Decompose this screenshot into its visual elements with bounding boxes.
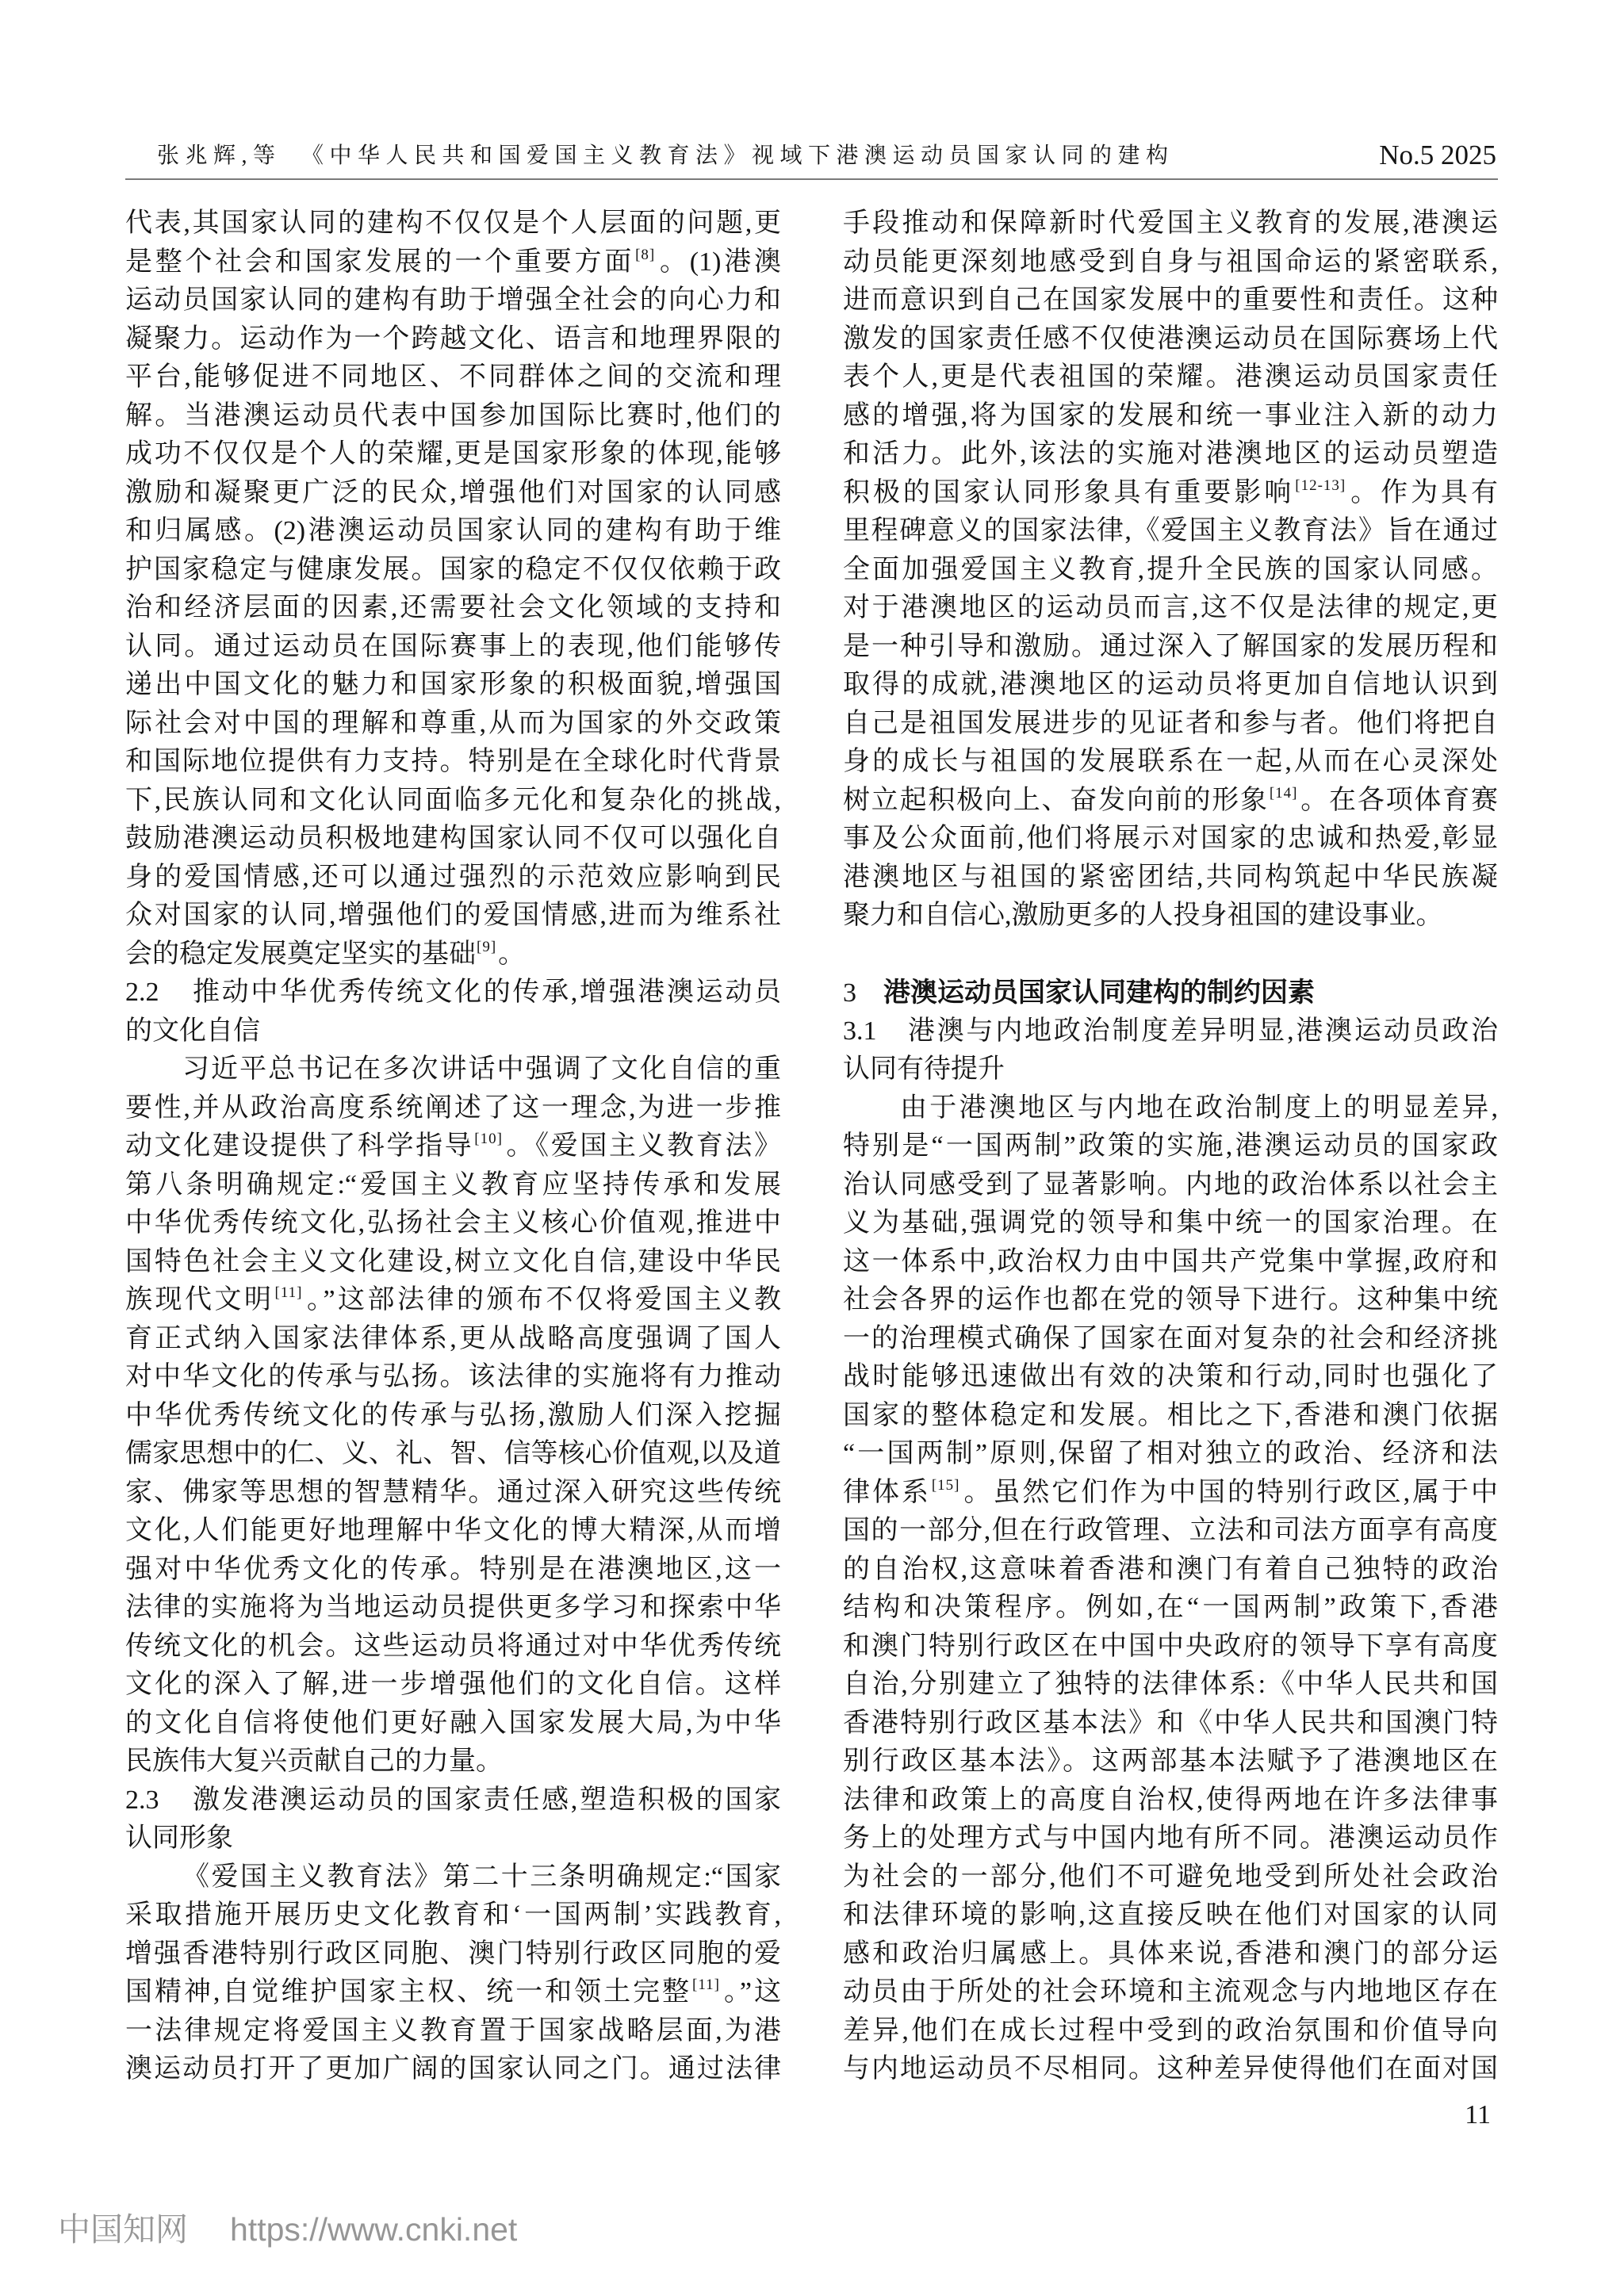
section-number: 3.1	[843, 1016, 877, 1046]
text-line: 下,民族认同和文化认同面临多元化和复杂化的挑战,	[125, 785, 781, 815]
column-right	[843, 205, 1498, 2089]
text-line: 国家的整体稳定和发展。相比之下,香港和澳门依据	[843, 1400, 1498, 1430]
text-line: 传统文化的机会。这些运动员将通过对中华优秀传统	[125, 1631, 781, 1661]
text-line: 自己是祖国发展进步的见证者和参与者。他们将把自	[843, 708, 1498, 738]
text-line: 平台,能够促进不同地区、不同群体之间的交流和理	[125, 362, 781, 392]
text-line: 港澳地区与祖国的紧密团结,共同构筑起中华民族凝	[843, 862, 1498, 892]
citation-ref: [10]	[474, 1131, 503, 1147]
citation-ref: [11]	[274, 1284, 303, 1301]
text-line: 自治,分别建立了独特的法律体系:《中华人民共和国	[843, 1670, 1498, 1699]
text-line: 儒家思想中的仁、义、礼、智、信等核心价值观,以及道	[125, 1439, 781, 1468]
section-number: 2.2	[125, 978, 159, 1007]
subsection-title: 港澳与内地政治制度差异明显,港澳运动员政治	[908, 1016, 1498, 1046]
text-line: 国精神,自觉维护国家主权、统一和领土完整[11]。”这	[125, 1976, 782, 2007]
text-line: 和归属感。(2)港澳运动员国家认同的建构有助于维	[125, 516, 781, 545]
text-line: 法律和政策上的高度自治权,使得两地在许多法律事	[843, 1785, 1498, 1815]
section-title: 港澳运动员国家认同建构的制约因素	[883, 978, 1315, 1008]
text-line: 治认同感受到了显著影响。内地的政治体系以社会主	[843, 1169, 1498, 1200]
subsection-title-continued: 认同有待提升	[843, 1054, 1005, 1084]
text-line: 《爱国主义教育法》第二十三条明确规定:“国家	[182, 1862, 781, 1892]
text-line: 差异,他们在成长过程中受到的政治氛围和价值导向	[843, 2015, 1498, 2045]
text-line: 会的稳定发展奠定坚实的基础[9]。	[125, 938, 526, 969]
text-line: 家、佛家等思想的智慧精华。通过深入研究这些传统	[125, 1477, 781, 1507]
watermark-brand: 中国知网	[58, 2211, 188, 2248]
text-line: 是整个社会和国家发展的一个重要方面[8]。(1)港澳	[125, 246, 781, 277]
text-line: 和法律环境的影响,这直接反映在他们对国家的认同	[843, 1900, 1498, 1930]
text-line: 和活力。此外,该法的实施对港澳地区的运动员塑造	[843, 439, 1498, 469]
text-line: 社会各界的运作也都在党的领导下进行。这种集中统	[843, 1285, 1498, 1314]
paragraph	[843, 1089, 1498, 2089]
subsection-title-continued: 认同形象	[125, 1823, 233, 1853]
section-number: 2.3	[125, 1785, 159, 1815]
subsection-heading-line	[843, 1012, 1498, 1051]
text-line: 进而意识到自己在国家发展中的重要性和责任。这种	[843, 285, 1498, 315]
text-line: 务上的处理方式与中国内地有所不同。港澳运动员作	[843, 1823, 1498, 1853]
citation-ref: [9]	[477, 938, 497, 955]
subsection-heading	[125, 974, 781, 1050]
text-line: 强对中华优秀文化的传承。特别是在港澳地区,这一	[125, 1554, 781, 1584]
text-line: 全面加强爱国主义教育,提升全民族的国家认同感。	[843, 554, 1498, 584]
text-line: 一的治理模式确保了国家在面对复杂的社会和经济挑	[843, 1323, 1498, 1353]
text-line: 是一种引导和激励。通过深入了解国家的发展历程和	[843, 631, 1498, 661]
text-line: 动文化建设提供了科学指导[10]。《爱国主义教育法》	[125, 1131, 782, 1161]
text-line: 动员由于所处的社会环境和主流观念与内地地区存在	[843, 1977, 1498, 2007]
text-line: 战时能够迅速做出有效的决策和行动,同时也强化了	[843, 1362, 1498, 1391]
section-number: 3	[843, 978, 856, 1008]
text-line: 和国际地位提供有力支持。特别是在全球化时代背景	[125, 747, 781, 776]
text-line: 第八条明确规定:“爱国主义教育应坚持传承和发展	[125, 1169, 781, 1200]
text-line: 解。当港澳运动员代表中国参加国际比赛时,他们的	[125, 400, 781, 430]
text-line: 习近平总书记在多次讲话中强调了文化自信的重	[182, 1054, 781, 1084]
text-line: 这一体系中,政治权力由中国共产党集中掌握,政府和	[843, 1246, 1498, 1276]
text-line: 澳运动员打开了更加广阔的国家认同之门。通过法律	[125, 2054, 781, 2084]
subsection-heading-line	[125, 1781, 781, 1820]
text-line: “一国两制”原则,保留了相对独立的政治、经济和法	[843, 1439, 1498, 1468]
subsection-title: 推动中华优秀传统文化的传承,增强港澳运动员	[193, 978, 781, 1007]
issue-number: No.5 2025	[1379, 140, 1496, 170]
text-line: 的文化自信将使他们更好融入国家发展大局,为中华	[125, 1708, 781, 1738]
watermark	[58, 2211, 518, 2248]
text-line: 文化的深入了解,进一步增强他们的文化自信。这样	[125, 1670, 781, 1699]
text-line: 国特色社会主义文化建设,树立文化自信,建设中华民	[125, 1246, 781, 1276]
text-line: 激发的国家责任感不仅使港澳运动员在国际赛场上代	[843, 323, 1498, 354]
text-line: 聚力和自信心,激励更多的人投身祖国的建设事业。	[843, 901, 1443, 930]
text-line: 里程碑意义的国家法律,《爱国主义教育法》旨在通过	[843, 516, 1498, 545]
paragraph	[843, 205, 1498, 936]
text-line: 由于港澳地区与内地在政治制度上的明显差异,	[900, 1093, 1498, 1123]
section-heading	[843, 974, 1498, 1012]
text-line: 代表,其国家认同的建构不仅仅是个人层面的问题,更	[125, 209, 781, 238]
text-line: 际社会对中国的理解和尊重,从而为国家的外交政策	[125, 708, 781, 738]
text-line: 对于港澳地区的运动员而言,这不仅是法律的规定,更	[843, 593, 1498, 622]
text-line: 和澳门特别行政区在中国中央政府的领导下享有高度	[843, 1631, 1498, 1661]
text-line: 对中华文化的传承与弘扬。该法律的实施将有力推动	[125, 1362, 781, 1391]
text-line: 感和政治归属感上。具体来说,香港和澳门的部分运	[843, 1938, 1498, 1969]
text-line: 认同。通过运动员在国际赛事上的表现,他们能够传	[125, 631, 781, 661]
text-line: 取得的成就,港澳地区的运动员将更加自信地认识到	[843, 670, 1498, 699]
text-line: 族现代文明[11]。”这部法律的颁布不仅将爱国主义教	[125, 1284, 782, 1314]
text-line: 增强香港特别行政区同胞、澳门特别行政区同胞的爱	[125, 1938, 781, 1969]
paragraph	[125, 205, 781, 974]
text-line: 手段推动和保障新时代爱国主义教育的发展,港澳运	[843, 209, 1498, 238]
text-line: 中华优秀传统文化,弘扬社会主义核心价值观,推进中	[125, 1208, 781, 1238]
text-line: 与内地运动员不尽相同。这种差异使得他们在面对国	[843, 2054, 1498, 2084]
text-line: 树立起积极向上、奋发向前的形象[14]。在各项体育赛	[843, 784, 1499, 815]
text-line: 为社会的一部分,他们不可避免地受到所处社会政治	[843, 1862, 1498, 1892]
paragraph	[125, 1858, 781, 2089]
text-line: 特别是“一国两制”政策的实施,港澳运动员的国家政	[843, 1131, 1498, 1161]
text-line: 国的一部分,但在行政管理、立法和司法方面享有高度	[843, 1516, 1498, 1545]
subsection-heading	[843, 1012, 1498, 1089]
text-line: 身的成长与祖国的发展联系在一起,从而在心灵深处	[843, 747, 1498, 776]
citation-ref: [15]	[931, 1476, 960, 1494]
header-rule	[125, 178, 1498, 180]
citation-ref: [8]	[635, 246, 656, 263]
text-line: 要性,并从政治高度系统阐述了这一理念,为进一步推	[125, 1093, 781, 1123]
text-line: 成功不仅仅是个人的荣耀,更是国家形象的体现,能够	[125, 439, 781, 469]
text-line: 积极的国家认同形象具有重要影响[12-13]。作为具有	[843, 476, 1499, 507]
column-left	[125, 205, 781, 2089]
text-line: 采取措施开展历史文化教育和‘一国两制’实践教育,	[125, 1900, 781, 1930]
text-line: 递出中国文化的魅力和国家形象的积极面貌,增强国	[125, 670, 781, 699]
citation-ref: [11]	[692, 1976, 720, 1993]
watermark-url: https://www.cnki.net	[230, 2211, 518, 2248]
text-line: 运动员国家认同的建构有助于增强全社会的向心力和	[125, 285, 781, 315]
text-line: 鼓励港澳运动员积极地建构国家认同不仅可以强化自	[125, 824, 781, 853]
citation-ref: [12-13]	[1295, 476, 1346, 494]
text-line: 事及公众面前,他们将展示对国家的忠诚和热爱,彰显	[843, 824, 1498, 853]
text-line: 法律的实施将为当地运动员提供更多学习和探索中华	[125, 1593, 781, 1622]
header-authors: 张兆辉,等	[157, 144, 282, 168]
page-number: 11	[1465, 2100, 1491, 2130]
citation-ref: [14]	[1269, 784, 1298, 802]
text-line: 凝聚力。运动作为一个跨越文化、语言和地理界限的	[125, 323, 781, 354]
text-line: 治和经济层面的因素,还需要社会文化领域的支持和	[125, 593, 781, 622]
text-line: 文化,人们能更好地理解中华文化的博大精深,从而增	[125, 1516, 781, 1545]
subsection-title: 激发港澳运动员的国家责任感,塑造积极的国家	[193, 1785, 781, 1815]
text-line: 感的增强,将为国家的发展和统一事业注入新的动力	[843, 400, 1498, 430]
header-article-title: 《中华人民共和国爱国主义教育法》视域下港澳运动员国家认同的建构	[301, 144, 1174, 168]
paragraph	[125, 1050, 781, 1781]
text-line: 别行政区基本法》。这两部基本法赋予了港澳地区在	[843, 1747, 1498, 1776]
text-line: 的自治权,这意味着香港和澳门有着自己独特的政治	[843, 1554, 1498, 1584]
text-line: 育正式纳入国家法律体系,更从战略高度强调了国人	[125, 1323, 781, 1353]
text-line: 众对国家的认同,增强他们的爱国情感,进而为维系社	[125, 901, 781, 930]
text-line: 护国家稳定与健康发展。国家的稳定不仅仅依赖于政	[125, 554, 781, 584]
text-line: 香港特别行政区基本法》和《中华人民共和国澳门特	[843, 1708, 1498, 1738]
subsection-heading-line	[125, 974, 781, 1012]
text-line: 激励和凝聚更广泛的民众,增强他们对国家的认同感	[125, 477, 781, 507]
text-line: 身的爱国情感,还可以通过强烈的示范效应影响到民	[125, 862, 781, 892]
text-line: 民族伟大复兴贡献自己的力量。	[125, 1747, 503, 1776]
text-line: 表个人,更是代表祖国的荣耀。港澳运动员国家责任	[843, 362, 1498, 392]
text-line: 义为基础,强调党的领导和集中统一的国家治理。在	[843, 1208, 1498, 1238]
text-line: 动员能更深刻地感受到自身与祖国命运的紧密联系,	[843, 247, 1498, 277]
text-line: 结构和决策程序。例如,在“一国两制”政策下,香港	[843, 1593, 1498, 1622]
subsection-heading	[125, 1781, 781, 1858]
text-line: 中华优秀传统文化的传承与弘扬,激励人们深入挖掘	[125, 1400, 781, 1430]
subsection-title-continued: 的文化自信	[125, 1016, 260, 1046]
text-line: 一法律规定将爱国主义教育置于国家战略层面,为港	[125, 2015, 781, 2045]
text-line: 律体系[15]。虽然它们作为中国的特别行政区,属于中	[843, 1476, 1499, 1507]
